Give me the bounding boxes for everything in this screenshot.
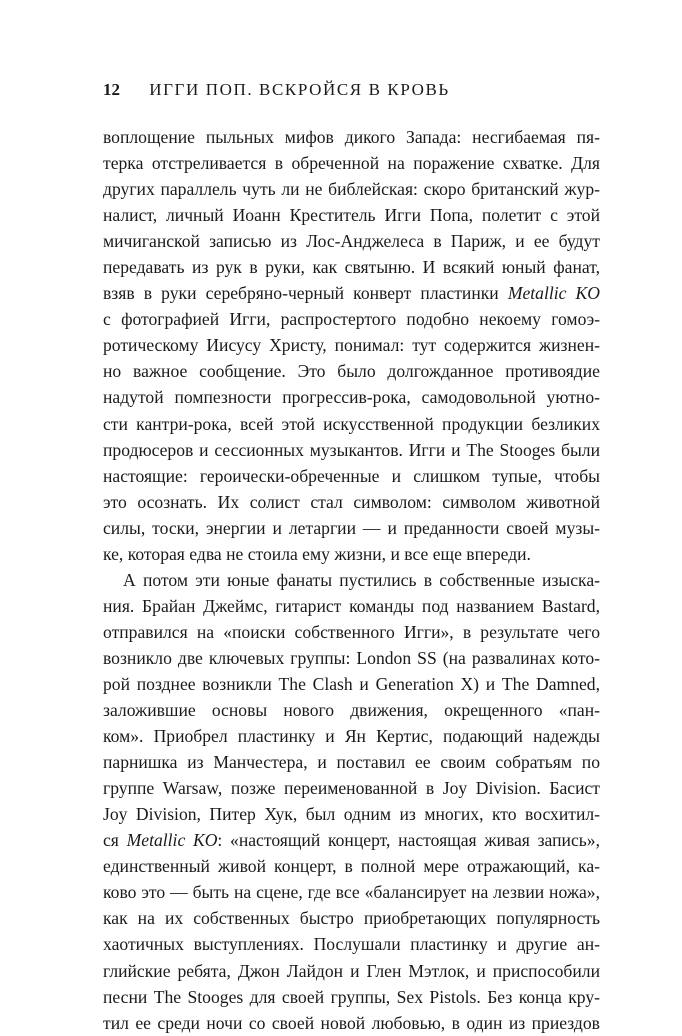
album-title: Metallic KO	[126, 830, 218, 851]
text-line: как на их собственных быстро приобретающих популярность	[103, 908, 600, 929]
running-head	[103, 78, 603, 102]
album-title: Metallic KO	[507, 283, 600, 304]
text-line: настоящие: героически-обреченные и слишком тупые, чтобы	[103, 465, 600, 486]
text-line: это осознать. Их солист стал символом: символом животной	[103, 491, 600, 512]
body-text	[103, 124, 600, 1036]
text-line: передавать из рук в руки, как святыню. И всякий юный фанат,	[103, 257, 600, 278]
text-line: заложившие основы нового движения, окрещенного «пан-	[103, 700, 600, 721]
text-line: с фотографией Игги, распростертого подобно некоему гомоэ-	[103, 309, 600, 330]
text-line: песни The Stooges для своей группы, Sex Pistols. Без конца кру-	[103, 986, 600, 1007]
text-line: глийские ребята, Джон Лайдон и Глен Мэтлок, и приспособили	[103, 960, 600, 981]
text-line: ротическому Иисусу Христу, понимал: тут содержится жизнен-	[103, 335, 600, 356]
text-line: силы, тоски, энергии и летаргии — и преданности своей музы-	[103, 517, 600, 538]
text-line: А потом эти юные фанаты пустились в собственные изыска-	[123, 569, 600, 590]
text-line: возникло две ключевых группы: London SS (на развалинах кото-	[103, 647, 600, 668]
book-title: ИГГИ ПОП. ВСКРОЙСЯ В КРОВЬ	[149, 80, 450, 99]
page-number: 12	[103, 80, 120, 99]
text-line: взяв в руки серебряно-черный конверт пластинки Metallic KO	[103, 283, 600, 304]
text-line: единственный живой концерт, в полной мере отражающий, ка-	[103, 856, 600, 877]
text-line: продюсеров и сессионных музыкантов. Игги и The Stooges были	[103, 439, 600, 460]
text-line: ния. Брайан Джеймс, гитарист команды под названием Bastard,	[103, 595, 600, 616]
text-line: ке, которая едва не стоила ему жизни, и все еще впереди.	[103, 543, 531, 564]
text-line: надутой помпезности прогрессив-рока, самодовольной уютно-	[103, 387, 600, 408]
text-line: парнишка из Манчестера, и поставил ее своим собратьям по	[103, 752, 600, 773]
text-line: ком». Приобрел пластинку и Ян Кертис, подающий надежды	[103, 726, 600, 747]
text-line: группе Warsaw, позже переименованной в Joy Division. Басист	[103, 778, 600, 799]
text-line: рой позднее возникли The Clash и Generation X) и The Damned,	[103, 673, 600, 694]
text-line: хаотичных выступлениях. Послушали пластинку и другие ан-	[103, 934, 600, 955]
text-line: ково это — быть на сцене, где все «балансирует на лезвии ножа»,	[103, 882, 600, 903]
text-line: Joy Division, Питер Хук, был одним из многих, кто восхитил-	[103, 804, 600, 825]
text-line: ся Metallic KO: «настоящий концерт, настоящая живая запись»,	[103, 830, 600, 851]
text-line: терка отстреливается в обреченной на поражение схватке. Для	[103, 153, 600, 174]
text-line: воплощение пыльных мифов дикого Запада: несгибаемая пя-	[103, 127, 600, 147]
text-line: сти кантри-рока, всей этой искусственной продукции безликих	[103, 413, 600, 434]
text-line: но важное сообщение. Это было долгожданное противоядие	[103, 361, 600, 382]
text-line: налист, личный Иоанн Креститель Игги Попа, полетит с этой	[103, 205, 600, 226]
text-line: отправился на «поиски собственного Игги», в результате чего	[103, 621, 600, 642]
text-line: мичиганской записью из Лос-Анджелеса в Париж, и ее будут	[103, 231, 600, 252]
text-line: других параллель чуть ли не библейская: скоро британский жур-	[103, 179, 600, 200]
text-line: тил ее среди ночи со своей новой любовью, в один из приездов	[103, 1012, 600, 1033]
